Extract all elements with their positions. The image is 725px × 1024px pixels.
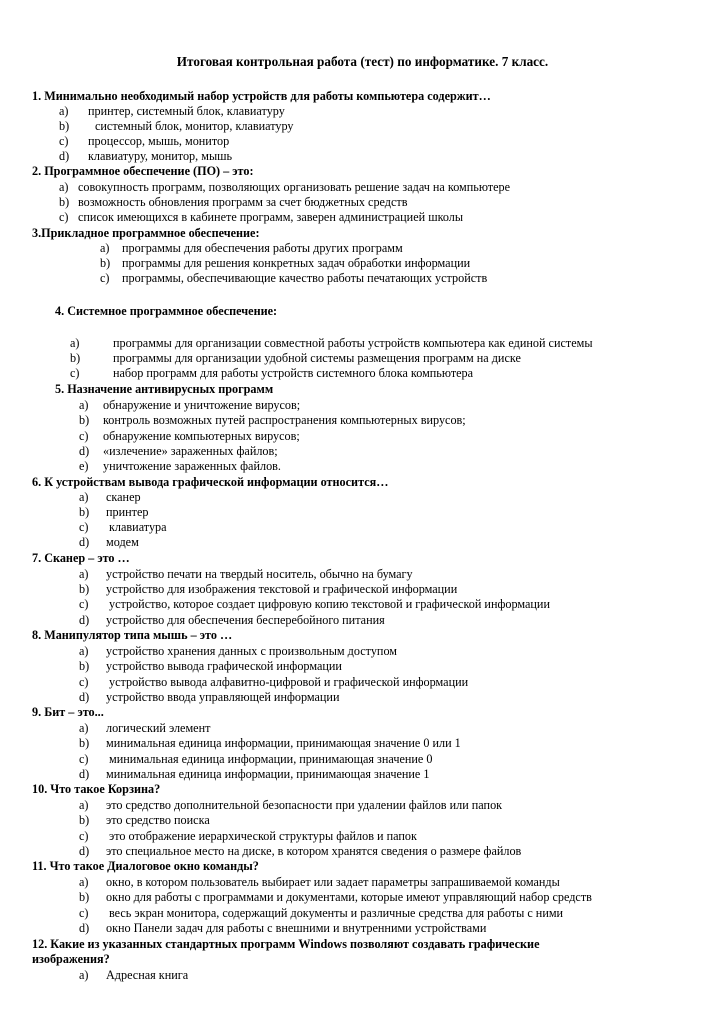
- option-letter: b): [100, 256, 111, 270]
- question-4: 4. Системное программное обеспечение:: [55, 304, 278, 318]
- question-6: 6. К устройствам вывода графической информации относится…: [32, 475, 389, 489]
- option-text: принтер: [106, 505, 149, 519]
- option-text: окно для работы с программами и документами, которые имеют управляющий набор средств: [106, 890, 592, 904]
- option-letter: b): [79, 813, 90, 827]
- option-text: минимальная единица информации, принимающая значение 0 или 1: [106, 736, 461, 750]
- option-letter: c): [79, 675, 89, 689]
- option-text: обнаружение компьютерных вирусов;: [103, 429, 300, 443]
- option-letter: a): [79, 721, 89, 735]
- option-text: это отображение иерархической структуры файлов и папок: [109, 829, 417, 843]
- option-text: клавиатура: [109, 520, 167, 534]
- option-letter: c): [79, 906, 89, 920]
- option-text: весь экран монитора, содержащий документы и различные средства для работы с ними: [109, 906, 564, 920]
- option-letter: d): [79, 767, 90, 781]
- option-letter: d): [79, 690, 90, 704]
- option-letter: b): [79, 736, 90, 750]
- option-letter: c): [79, 752, 89, 766]
- option-text: устройство вывода алфавитно-цифровой и графической информации: [109, 675, 469, 689]
- option-text: устройство хранения данных с произвольным доступом: [106, 644, 398, 658]
- option-text: совокупность программ, позволяющих организовать решение задач на компьютере: [78, 180, 511, 194]
- option-letter: c): [79, 829, 89, 843]
- option-text: системный блок, монитор, клавиатуру: [95, 119, 294, 133]
- question-10: 10. Что такое Корзина?: [32, 782, 161, 796]
- option-letter: b): [70, 351, 81, 365]
- option-text: список имеющихся в кабинете программ, заверен администрацией школы: [78, 210, 464, 224]
- option-letter: b): [79, 413, 90, 427]
- question-8: 8. Манипулятор типа мышь – это …: [32, 628, 233, 642]
- option-letter: c): [70, 366, 80, 380]
- option-text: контроль возможных путей распространения компьютерных вирусов;: [103, 413, 466, 427]
- option-text: обнаружение и уничтожение вирусов;: [103, 398, 301, 412]
- option-letter: e): [79, 459, 89, 473]
- option-text: принтер, системный блок, клавиатуру: [88, 104, 285, 118]
- option-text: логический элемент: [106, 721, 211, 735]
- question-3: 3.Прикладное программное обеспечение:: [32, 226, 260, 240]
- option-text: окно Панели задач для работы с внешними и внутренними устройствами: [106, 921, 487, 935]
- option-text: устройство ввода управляющей информации: [106, 690, 340, 704]
- option-text: модем: [106, 535, 139, 549]
- option-letter: b): [79, 582, 90, 596]
- option-text: Адресная книга: [106, 968, 189, 982]
- question-9: 9. Бит – это...: [32, 705, 104, 719]
- option-letter: d): [59, 149, 70, 163]
- option-text: окно, в котором пользователь выбирает или задает параметры запрашиваемой команды: [106, 875, 560, 889]
- option-letter: c): [59, 134, 69, 148]
- question-1: 1. Минимально необходимый набор устройств для работы компьютера содержит…: [32, 89, 491, 103]
- option-letter: c): [100, 271, 110, 285]
- option-text: программы для решения конкретных задач обработки информации: [122, 256, 471, 270]
- option-letter: c): [79, 597, 89, 611]
- option-text: программы для обеспечения работы других программ: [122, 241, 403, 255]
- option-text: минимальная единица информации, принимающая значение 1: [106, 767, 430, 781]
- page-title: Итоговая контрольная работа (тест) по информатике. 7 класс.: [176, 54, 549, 69]
- option-text: это средство дополнительной безопасности при удалении файлов или папок: [106, 798, 503, 812]
- option-text: устройство для обеспечения бесперебойного питания: [106, 613, 385, 627]
- option-letter: a): [79, 490, 89, 504]
- option-text: минимальная единица информации, принимающая значение 0: [109, 752, 433, 766]
- option-letter: d): [79, 921, 90, 935]
- option-letter: d): [79, 535, 90, 549]
- option-letter: a): [79, 798, 89, 812]
- option-text: устройство печати на твердый носитель, обычно на бумагу: [106, 567, 413, 581]
- option-text: это средство поиска: [106, 813, 210, 827]
- question-7: 7. Сканер – это …: [32, 551, 130, 565]
- option-letter: c): [79, 520, 89, 534]
- option-letter: a): [59, 180, 69, 194]
- option-text: сканер: [106, 490, 141, 504]
- option-text: возможность обновления программ за счет бюджетных средств: [78, 195, 408, 209]
- option-letter: b): [59, 119, 70, 133]
- option-letter: a): [79, 644, 89, 658]
- question-12: 12. Какие из указанных стандартных программ Windows позволяют создавать графические: [32, 937, 540, 951]
- option-letter: b): [59, 195, 70, 209]
- option-letter: b): [79, 505, 90, 519]
- option-letter: a): [79, 398, 89, 412]
- option-letter: b): [79, 659, 90, 673]
- option-text: устройство вывода графической информации: [106, 659, 342, 673]
- option-letter: a): [79, 875, 89, 889]
- option-letter: c): [79, 429, 89, 443]
- option-letter: a): [59, 104, 69, 118]
- option-letter: a): [79, 567, 89, 581]
- option-text: клавиатуру, монитор, мышь: [88, 149, 233, 163]
- option-letter: b): [79, 890, 90, 904]
- option-text: уничтожение зараженных файлов.: [103, 459, 281, 473]
- question-12-continuation: изображения?: [32, 952, 110, 966]
- option-text: процессор, мышь, монитор: [88, 134, 230, 148]
- option-letter: c): [59, 210, 69, 224]
- option-letter: d): [79, 613, 90, 627]
- option-text: «излечение» зараженных файлов;: [103, 444, 278, 458]
- option-text: устройство, которое создает цифровую копию текстовой и графической информации: [109, 597, 550, 611]
- option-letter: a): [70, 336, 80, 350]
- option-letter: a): [79, 968, 89, 982]
- option-text: программы для организации удобной системы размещения программ на диске: [113, 351, 521, 365]
- option-letter: d): [79, 444, 90, 458]
- option-letter: d): [79, 844, 90, 858]
- option-text: набор программ для работы устройств системного блока компьютера: [113, 366, 474, 380]
- question-2: 2. Программное обеспечение (ПО) – это:: [32, 164, 254, 178]
- option-text: это специальное место на диске, в котором хранятся сведения о размере файлов: [106, 844, 522, 858]
- question-5: 5. Назначение антивирусных программ: [55, 382, 274, 396]
- option-text: программы, обеспечивающие качество работы печатающих устройств: [122, 271, 488, 285]
- option-text: устройство для изображения текстовой и графической информации: [106, 582, 458, 596]
- question-11: 11. Что такое Диалоговое окно команды?: [32, 859, 259, 873]
- option-letter: a): [100, 241, 110, 255]
- option-text: программы для организации совместной работы устройств компьютера как единой системы: [113, 336, 593, 350]
